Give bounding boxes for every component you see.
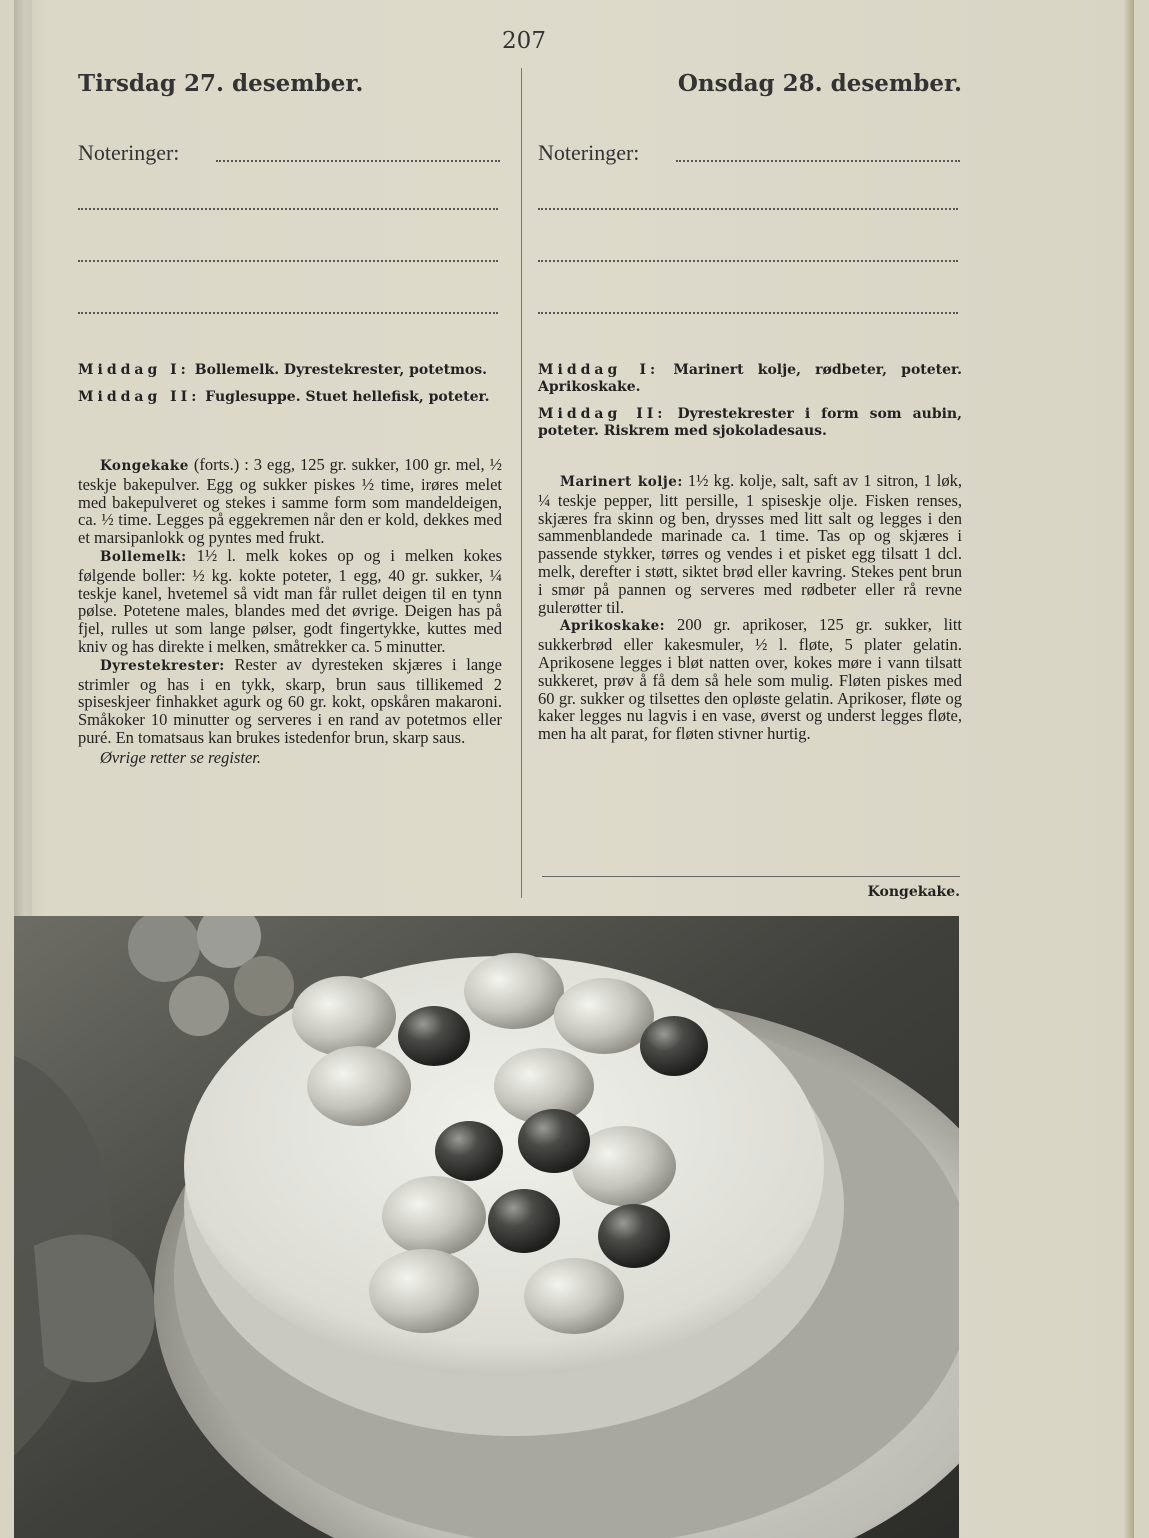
notes-right [538,140,962,166]
menu-head: Middag I: [78,362,190,378]
register-note: Øvrige retter se register. [100,747,261,767]
notes-label: Noteringer: [538,140,640,165]
day-title-right: Onsdag 28. desember. [677,70,962,97]
photo-caption: Kongekake. [867,884,960,900]
page-edge [1124,0,1134,1538]
recipe-text: 1½ kg. kolje, salt, saft av 1 sitron, 1 løk, ¼ teskje pepper, litt persille, 1 spiseskje olje. Fisken renses, skjæres fra skinn og ben, drysses med litt salt og legges i den sammenblandede marinade ca. 1 time. Tas op og skjæres i passende stykker, tørres og vendes i et pisket egg tilsatt 1 dcl. melk, derefter i støtt, siktet brød eller kavring. Stekes pent brun i smør på pannen og serveres med rødbeter eller rå revne gulerøtter til. [538,471,963,617]
cake-photo-illustration [14,916,959,1538]
day-title-left: Tirsdag 27. desember. [78,70,364,97]
recipe-title: Marinert kolje: [560,474,683,490]
recipes-right [538,472,962,743]
menu-right [538,362,962,440]
menu-text: Bollemelk. Dyrestekrester, potetmos. [194,362,487,378]
notes-line [78,260,498,262]
recipe-text: Rester av dyresteken skjæres i lange strimler og has i en tykk, skarp, brun saus tillikemed 2 spiseskjeer finhakket agurk og 60 gr. kokt, opskåren makaroni. Småkoker 10 minutter og serveres i en rand av potetmos eller puré. En tomatsaus kan brukes istedenfor brun, skarp saus. [78,654,502,747]
recipe-text: 1½ l. melk kokes op og i melken kokes følgende boller: ½ kg. kokte poteter, 1 egg, 40 gr. sukker, ¼ teskje kanel, hvetemel så vidt man får rullet deigen til en tynn pølse. Potetene males, blandes med det øvrige. Deigen has på fjel, rulles ut som lange pølser, godt fingertykke, kuttes med kniv og has direkte i melken, småtrekker ca. 5 minutter. [78,545,503,656]
recipe-marinert-kolje [538,472,962,616]
recipe-kongekake [78,456,502,547]
recipe-bollemelk [78,547,502,656]
menu-text: Marinert kolje, rødbeter, poteter. Aprikoskake. [538,362,962,395]
notes-line [216,160,500,162]
notes-line [78,208,498,210]
menu-head: Middag II: [538,406,667,422]
column-divider [521,68,522,898]
menu-item [538,406,962,440]
menu-item [78,389,502,406]
menu-left [78,362,502,406]
recipe-text: 200 gr. aprikoser, 125 gr. sukker, litt sukkerbrød eller kakesmuler, ½ l. fløte, 5 plater gelatin. Aprikosene legges i bløt natten over, kokes møre i vann tilsatt sukkeret, prøv å få dem så hele som mulig. Fløten piskes med 60 gr. sukker og tilsettes den opløste gelatin. Aprikoser, fløte og kaker legges nu lagvis i en vase, øverst og underst legges fløte, men ha alt parat, for fløten stivner hurtig. [538,615,962,744]
notes-left [78,140,502,166]
recipe-title: Aprikoskake: [560,618,666,635]
menu-item [538,362,962,396]
notes-line [538,312,958,314]
recipe-text: (forts.) : 3 egg, 125 gr. sukker, 100 gr. mel, ½ teskje bakepulver. Egg og sukker piskes ½ time, irøres melet med bakepulveret og stekes i samme form som mandeldeigen, ca. ½ time. Legges på eggekremen når den er kold, dekkes med et marsipanlokk og pyntes med frukt. [78,455,502,548]
recipe-title: Bollemelk: [100,548,187,565]
notes-line [78,312,498,314]
menu-text: Fuglesuppe. Stuet hellefisk, poteter. [205,389,490,405]
notes-line [538,260,958,262]
notes-line [676,160,960,162]
recipe-aprikoskake [538,616,962,743]
recipe-title: Kongekake [100,458,189,474]
menu-head: Middag II: [78,389,201,405]
recipe-dyrestekrester [78,656,502,747]
recipe-title: Dyrestekrester: [100,657,225,674]
notes-line [538,208,958,210]
page [14,0,1134,1538]
caption-rule [542,876,960,877]
notes-label: Noteringer: [78,140,180,165]
menu-text: Dyrestekrester i form som aubin, poteter. Riskrem med sjokoladesaus. [538,406,962,439]
cake-photo [14,916,959,1538]
menu-head: Middag I: [538,362,660,378]
menu-item [78,362,502,379]
recipes-left [78,456,502,767]
page-number: 207 [502,28,546,54]
